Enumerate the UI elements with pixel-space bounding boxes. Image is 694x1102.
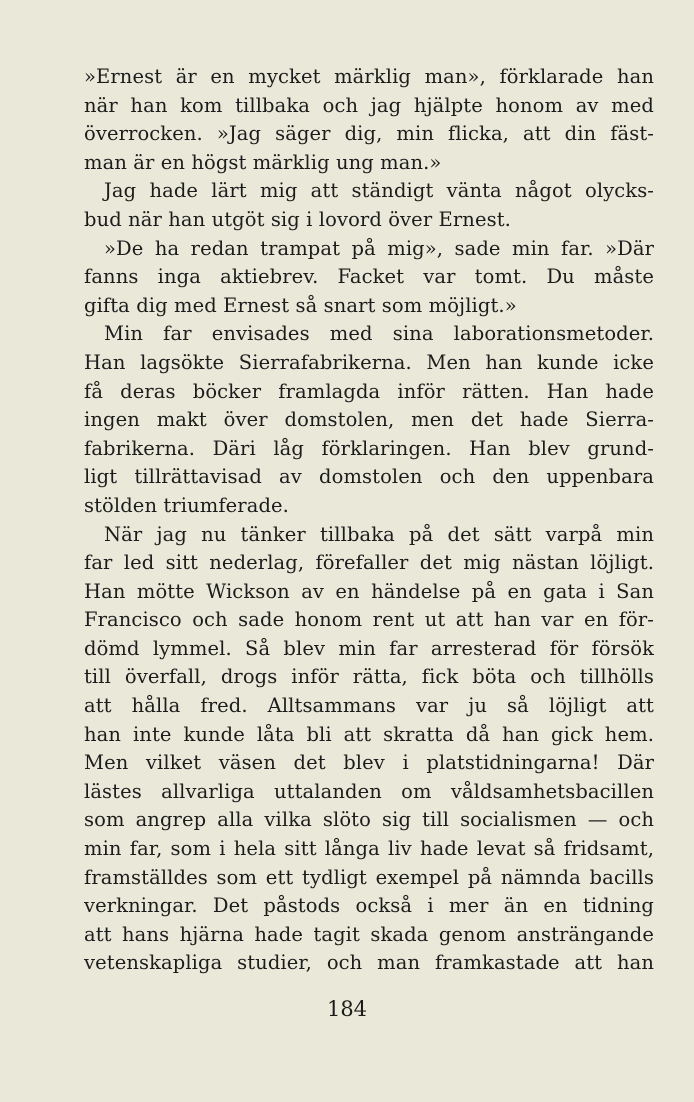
text-line: Jag hade lärt mig att ständigt vänta något olycks- xyxy=(104,179,654,203)
text-line: Francisco och sade honom rent ut att han var en för- xyxy=(84,608,654,632)
text-line: när han kom tillbaka och jag hjälpte honom av med xyxy=(84,93,654,117)
text-line: överrocken. »Jag säger dig, min flicka, att din fäst- xyxy=(84,122,654,146)
text-line: »De ha redan trampat på mig», sade min far. »Där xyxy=(104,236,654,260)
text-line: min far, som i hela sitt långa liv hade levat så fridsamt, xyxy=(84,837,654,861)
text-line: man är en högst märklig ung man.» xyxy=(84,150,442,174)
text-line: verkningar. Det påstods också i mer än en tidning xyxy=(84,894,654,918)
text-line: fanns inga aktiebrev. Facket var tomt. Du måste xyxy=(84,265,654,289)
text-line: gifta dig med Ernest så snart som möjligt.» xyxy=(84,293,517,317)
text-line: ligt tillrättavisad av domstolen och den uppenbara xyxy=(84,465,654,489)
text-line: Han lagsökte Sierrafabrikerna. Men han kunde icke xyxy=(84,350,654,374)
text-line: dömd lymmel. Så blev min far arresterad för försök xyxy=(84,636,654,660)
text-line: till överfall, drogs inför rätta, fick böta och tillhölls xyxy=(84,665,654,689)
text-line: Men vilket väsen det blev i platstidningarna! Där xyxy=(84,751,654,775)
text-line: stölden triumferade. xyxy=(84,493,289,517)
page-number: 184 xyxy=(326,997,368,1021)
body-text xyxy=(84,63,654,978)
text-line: få deras böcker framlagda inför rätten. Han hade xyxy=(84,379,654,403)
text-line: ingen makt över domstolen, men det hade Sierra- xyxy=(84,408,654,432)
text-line: När jag nu tänker tillbaka på det sätt varpå min xyxy=(104,522,654,546)
text-line: som angrep alla vilka slöto sig till socialismen — och xyxy=(84,808,654,832)
text-line: att hans hjärna hade tagit skada genom ansträngande xyxy=(84,922,654,946)
text-line: vetenskapliga studier, och man framkastade att han xyxy=(84,951,654,975)
text-line: att hålla fred. Alltsammans var ju så löjligt att xyxy=(84,694,654,718)
text-line: lästes allvarliga uttalanden om våldsamhetsbacillen xyxy=(84,779,654,803)
text-line: han inte kunde låta bli att skratta då han gick hem. xyxy=(84,722,654,746)
text-line: bud när han utgöt sig i lovord över Ernest. xyxy=(84,207,511,231)
text-line: far led sitt nederlag, förefaller det mig nästan löjligt. xyxy=(84,551,654,575)
text-line: Min far envisades med sina laborationsmetoder. xyxy=(104,322,654,346)
text-line: fabrikerna. Däri låg förklaringen. Han blev grund- xyxy=(84,436,654,460)
text-line: Han mötte Wickson av en händelse på en gata i San xyxy=(84,579,654,603)
text-line: »Ernest är en mycket märklig man», förklarade han xyxy=(84,65,654,88)
text-line: framställdes som ett tydligt exempel på nämnda bacills xyxy=(84,865,654,889)
